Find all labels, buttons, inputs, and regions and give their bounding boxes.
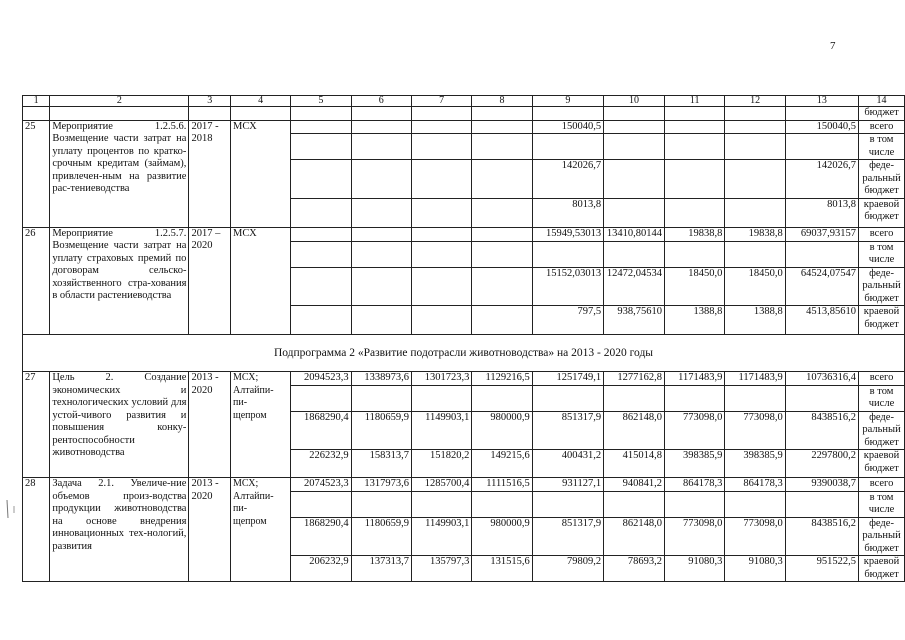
value-cell xyxy=(665,491,725,517)
value-cell: 78693,2 xyxy=(604,556,665,582)
value-cell xyxy=(291,267,351,306)
value-cell: 862148,0 xyxy=(604,517,665,556)
value-cell: 1301723,3 xyxy=(411,372,471,386)
value-cell xyxy=(785,134,858,160)
period-start: 2013 - xyxy=(191,372,219,383)
value-cell xyxy=(604,198,665,227)
value-cell xyxy=(472,198,532,227)
source-label-total: всего xyxy=(869,372,894,383)
value-cell: 951522,5 xyxy=(785,556,858,582)
value-cell: 773098,0 xyxy=(665,411,725,450)
funding-source-cell xyxy=(859,120,905,134)
value-cell: 19838,8 xyxy=(725,227,785,241)
source-label-incl: в том xyxy=(869,491,894,503)
funding-source-cell xyxy=(859,267,905,306)
value-cell xyxy=(411,385,471,411)
source-label-incl: в том xyxy=(869,134,894,145)
value-cell: 1171483,9 xyxy=(665,372,725,386)
column-header: 8 xyxy=(472,96,532,107)
source-label-federal: феде- xyxy=(869,160,894,171)
source-label-federal: бюджет xyxy=(864,185,899,196)
value-cell xyxy=(291,306,351,335)
period-end: 2018 xyxy=(191,133,213,144)
value-cell xyxy=(532,134,603,160)
value-cell: 8013,8 xyxy=(532,198,603,227)
row-number: 26 xyxy=(23,227,50,335)
value-cell xyxy=(665,385,725,411)
value-cell xyxy=(665,134,725,160)
value-cell xyxy=(532,385,603,411)
value-cell xyxy=(351,241,411,267)
funding-source-cell xyxy=(859,227,905,241)
value-cell: 797,5 xyxy=(532,306,603,335)
value-cell: 1338973,6 xyxy=(351,372,411,386)
source-label-incl: в том xyxy=(869,385,894,397)
carry-over-label: бюджет xyxy=(859,107,905,121)
row-number: 27 xyxy=(23,372,50,478)
value-cell: 2094523,3 xyxy=(291,372,351,386)
value-cell: 2297800,2 xyxy=(785,450,858,478)
value-cell: 137313,7 xyxy=(351,556,411,582)
value-cell: 1180659,9 xyxy=(351,517,411,556)
funding-source-cell xyxy=(859,556,905,582)
value-cell xyxy=(725,134,785,160)
value-cell: 773098,0 xyxy=(725,517,785,556)
period-end: 2020 xyxy=(191,384,213,396)
period-start: 2017 - xyxy=(191,120,219,132)
source-label-regional: бюджет xyxy=(864,318,899,330)
scan-mark xyxy=(7,500,8,518)
value-cell: 980000,9 xyxy=(472,411,532,450)
subprogram-row xyxy=(23,335,905,372)
value-cell xyxy=(785,491,858,517)
period-cell xyxy=(189,227,231,335)
value-cell xyxy=(291,227,351,241)
value-cell: 1251749,1 xyxy=(532,372,603,386)
value-cell: 1868290,4 xyxy=(291,517,351,556)
column-header: 13 xyxy=(785,96,858,107)
row-number: 28 xyxy=(23,478,50,582)
value-cell xyxy=(351,134,411,160)
executor-cell xyxy=(231,372,291,478)
value-cell: 8438516,2 xyxy=(785,517,858,556)
value-cell xyxy=(472,160,532,199)
value-cell: 206232,9 xyxy=(291,556,351,582)
value-cell xyxy=(411,241,471,267)
source-label-regional: бюджет xyxy=(864,568,899,580)
source-label-incl: числе xyxy=(868,254,895,265)
value-cell: 79809,2 xyxy=(532,556,603,582)
column-header: 6 xyxy=(351,96,411,107)
value-cell: 131515,6 xyxy=(472,556,532,582)
value-cell: 8438516,2 xyxy=(785,411,858,450)
value-cell xyxy=(351,227,411,241)
source-label-federal: ральный xyxy=(862,530,901,541)
value-cell xyxy=(351,267,411,306)
column-header: 11 xyxy=(665,96,725,107)
executor-cell xyxy=(231,478,291,582)
value-cell xyxy=(532,491,603,517)
value-cell: 773098,0 xyxy=(665,517,725,556)
table-row xyxy=(23,120,905,134)
value-cell: 135797,3 xyxy=(411,556,471,582)
source-label-incl: числе xyxy=(868,398,895,409)
column-header: 12 xyxy=(725,96,785,107)
table-row xyxy=(23,227,905,241)
value-cell: 2074523,3 xyxy=(291,478,351,492)
value-cell: 150040,5 xyxy=(785,120,858,134)
executor: пи- xyxy=(233,503,248,514)
value-cell: 1317973,6 xyxy=(351,478,411,492)
funding-source-cell xyxy=(859,372,905,386)
value-cell: 8013,8 xyxy=(785,198,858,227)
source-label-regional: краевой xyxy=(863,198,900,210)
value-cell: 938,75610 xyxy=(604,306,665,335)
value-cell: 1285700,4 xyxy=(411,478,471,492)
column-header: 7 xyxy=(411,96,471,107)
value-cell xyxy=(351,160,411,199)
value-cell xyxy=(725,120,785,134)
value-cell xyxy=(665,160,725,199)
value-cell: 980000,9 xyxy=(472,517,532,556)
value-cell: 13410,80144 xyxy=(604,227,665,241)
value-cell xyxy=(604,385,665,411)
value-cell: 1171483,9 xyxy=(725,372,785,386)
executor: МСХ; xyxy=(233,478,259,489)
executor-cell: МСХ xyxy=(231,227,291,335)
funding-source-cell xyxy=(859,517,905,556)
value-cell xyxy=(411,491,471,517)
period-cell xyxy=(189,478,231,582)
value-cell xyxy=(351,385,411,411)
measure-description: Цель 2. Создание экономических и технологических условий для устой-чивого развития и повышения конку-рентоспособности животноводства xyxy=(50,372,189,478)
source-label-total: всего xyxy=(869,120,894,132)
value-cell: 1149903,1 xyxy=(411,517,471,556)
value-cell: 1149903,1 xyxy=(411,411,471,450)
value-cell xyxy=(291,385,351,411)
funding-source-cell xyxy=(859,160,905,199)
value-cell xyxy=(411,306,471,335)
value-cell: 142026,7 xyxy=(532,160,603,199)
subprogram-title: Подпрограмма 2 «Развитие подотрасли животноводства» на 2013 - 2020 годы xyxy=(23,335,905,372)
value-cell xyxy=(472,120,532,134)
executor: МСХ; xyxy=(233,372,259,383)
value-cell: 1388,8 xyxy=(725,306,785,335)
value-cell xyxy=(604,491,665,517)
period-cell xyxy=(189,120,231,227)
column-header: 1 xyxy=(23,96,50,107)
value-cell: 864178,3 xyxy=(725,478,785,492)
executor: щепром xyxy=(233,409,267,421)
value-cell: 940841,2 xyxy=(604,478,665,492)
value-cell xyxy=(472,385,532,411)
value-cell xyxy=(291,120,351,134)
source-label-incl: числе xyxy=(868,146,895,158)
value-cell: 851317,9 xyxy=(532,517,603,556)
value-cell xyxy=(291,198,351,227)
value-cell: 64524,07547 xyxy=(785,267,858,306)
value-cell: 151820,2 xyxy=(411,450,471,478)
source-label-federal: феде- xyxy=(869,517,894,529)
source-label-federal: ральный xyxy=(862,424,901,435)
funding-source-cell xyxy=(859,306,905,335)
period-end: 2020 xyxy=(191,240,213,251)
source-label-regional: бюджет xyxy=(864,462,899,474)
column-header-row xyxy=(23,96,905,107)
value-cell xyxy=(725,491,785,517)
source-label-federal: ральный xyxy=(862,172,901,184)
value-cell xyxy=(604,160,665,199)
value-cell: 1388,8 xyxy=(665,306,725,335)
source-label-regional: краевой xyxy=(863,556,900,567)
value-cell: 91080,3 xyxy=(665,556,725,582)
source-label-total: всего xyxy=(869,227,894,239)
value-cell xyxy=(785,385,858,411)
funding-source-cell xyxy=(859,241,905,267)
value-cell: 400431,2 xyxy=(532,450,603,478)
value-cell xyxy=(351,491,411,517)
value-cell xyxy=(785,241,858,267)
value-cell: 12472,04534 xyxy=(604,267,665,306)
value-cell xyxy=(472,227,532,241)
funding-source-cell xyxy=(859,411,905,450)
value-cell: 142026,7 xyxy=(785,160,858,199)
column-header: 5 xyxy=(291,96,351,107)
row-number: 25 xyxy=(23,120,50,227)
value-cell: 1277162,8 xyxy=(604,372,665,386)
value-cell xyxy=(351,120,411,134)
value-cell xyxy=(472,306,532,335)
value-cell: 18450,0 xyxy=(665,267,725,306)
column-header: 3 xyxy=(189,96,231,107)
value-cell xyxy=(411,134,471,160)
value-cell: 1868290,4 xyxy=(291,411,351,450)
value-cell xyxy=(351,306,411,335)
value-cell xyxy=(532,241,603,267)
value-cell: 69037,93157 xyxy=(785,227,858,241)
value-cell xyxy=(411,198,471,227)
value-cell xyxy=(604,241,665,267)
value-cell: 862148,0 xyxy=(604,411,665,450)
value-cell xyxy=(665,241,725,267)
source-label-total: всего xyxy=(869,478,894,489)
funding-source-cell xyxy=(859,198,905,227)
value-cell xyxy=(472,267,532,306)
value-cell: 864178,3 xyxy=(665,478,725,492)
value-cell: 10736316,4 xyxy=(785,372,858,386)
funding-source-cell xyxy=(859,478,905,492)
source-label-federal: феде- xyxy=(869,411,894,423)
value-cell: 15152,03013 xyxy=(532,267,603,306)
period-cell xyxy=(189,372,231,478)
value-cell: 1111516,5 xyxy=(472,478,532,492)
value-cell xyxy=(665,198,725,227)
source-label-federal: бюджет xyxy=(864,542,899,554)
value-cell xyxy=(725,198,785,227)
funding-source-cell xyxy=(859,385,905,411)
value-cell xyxy=(411,160,471,199)
executor: щепром xyxy=(233,515,267,527)
measure-description: Задача 2.1. Увеличе-ние объемов произ-водства продукции животноводства на основе внедрения инновационных тех-нологий, развития xyxy=(50,478,189,582)
period-start: 2017 – xyxy=(191,227,221,239)
value-cell: 18450,0 xyxy=(725,267,785,306)
value-cell: 398385,9 xyxy=(725,450,785,478)
page-number: 7 xyxy=(830,40,836,52)
table-row xyxy=(23,372,905,386)
source-label-federal: ральный xyxy=(862,280,901,291)
budget-table xyxy=(22,95,905,582)
value-cell: 851317,9 xyxy=(532,411,603,450)
carry-over-row xyxy=(23,107,905,121)
value-cell: 4513,85610 xyxy=(785,306,858,335)
table-row xyxy=(23,478,905,492)
column-header: 9 xyxy=(532,96,603,107)
funding-source-cell xyxy=(859,450,905,478)
source-label-federal: бюджет xyxy=(864,292,899,304)
value-cell: 91080,3 xyxy=(725,556,785,582)
value-cell: 226232,9 xyxy=(291,450,351,478)
column-header: 10 xyxy=(604,96,665,107)
value-cell: 398385,9 xyxy=(665,450,725,478)
value-cell xyxy=(604,120,665,134)
funding-source-cell xyxy=(859,491,905,517)
value-cell: 1129216,5 xyxy=(472,372,532,386)
value-cell: 149215,6 xyxy=(472,450,532,478)
value-cell xyxy=(291,241,351,267)
value-cell: 9390038,7 xyxy=(785,478,858,492)
source-label-federal: бюджет xyxy=(864,436,899,448)
executor-cell: МСХ xyxy=(231,120,291,227)
value-cell xyxy=(604,134,665,160)
funding-source-cell xyxy=(859,134,905,160)
value-cell xyxy=(472,241,532,267)
value-cell xyxy=(351,198,411,227)
period-start: 2013 - xyxy=(191,478,219,489)
executor: пи- xyxy=(233,397,248,408)
value-cell xyxy=(472,134,532,160)
value-cell xyxy=(291,160,351,199)
value-cell: 415014,8 xyxy=(604,450,665,478)
value-cell xyxy=(291,134,351,160)
source-label-regional: краевой xyxy=(863,306,900,317)
source-label-incl: в том xyxy=(869,241,894,253)
value-cell xyxy=(472,491,532,517)
measure-description: Мероприятие 1.2.5.7. Возмещение части затрат на уплату страховых премий по договорам сельско-хозяйственного стра-хования в области растениеводства xyxy=(50,227,189,335)
source-label-regional: краевой xyxy=(863,450,900,461)
value-cell: 931127,1 xyxy=(532,478,603,492)
column-header: 2 xyxy=(50,96,189,107)
value-cell: 773098,0 xyxy=(725,411,785,450)
source-label-incl: числе xyxy=(868,504,895,515)
executor: Алтайпи- xyxy=(233,384,274,396)
executor: Алтайпи- xyxy=(233,490,274,502)
value-cell: 158313,7 xyxy=(351,450,411,478)
source-label-federal: феде- xyxy=(869,267,894,279)
period-end: 2020 xyxy=(191,490,213,502)
value-cell xyxy=(725,160,785,199)
value-cell xyxy=(291,491,351,517)
value-cell: 150040,5 xyxy=(532,120,603,134)
value-cell xyxy=(725,385,785,411)
value-cell: 15949,53013 xyxy=(532,227,603,241)
column-header: 4 xyxy=(231,96,291,107)
value-cell: 1180659,9 xyxy=(351,411,411,450)
measure-description: Мероприятие 1.2.5.6. Возмещение части затрат на уплату процентов по кратко-срочным кредитам (займам), привлечен-ным на развитие рас-тениеводства xyxy=(50,120,189,227)
value-cell xyxy=(411,120,471,134)
value-cell: 19838,8 xyxy=(665,227,725,241)
value-cell xyxy=(725,241,785,267)
value-cell xyxy=(411,267,471,306)
source-label-regional: бюджет xyxy=(864,211,899,222)
column-header: 14 xyxy=(859,96,905,107)
value-cell xyxy=(411,227,471,241)
value-cell xyxy=(665,120,725,134)
